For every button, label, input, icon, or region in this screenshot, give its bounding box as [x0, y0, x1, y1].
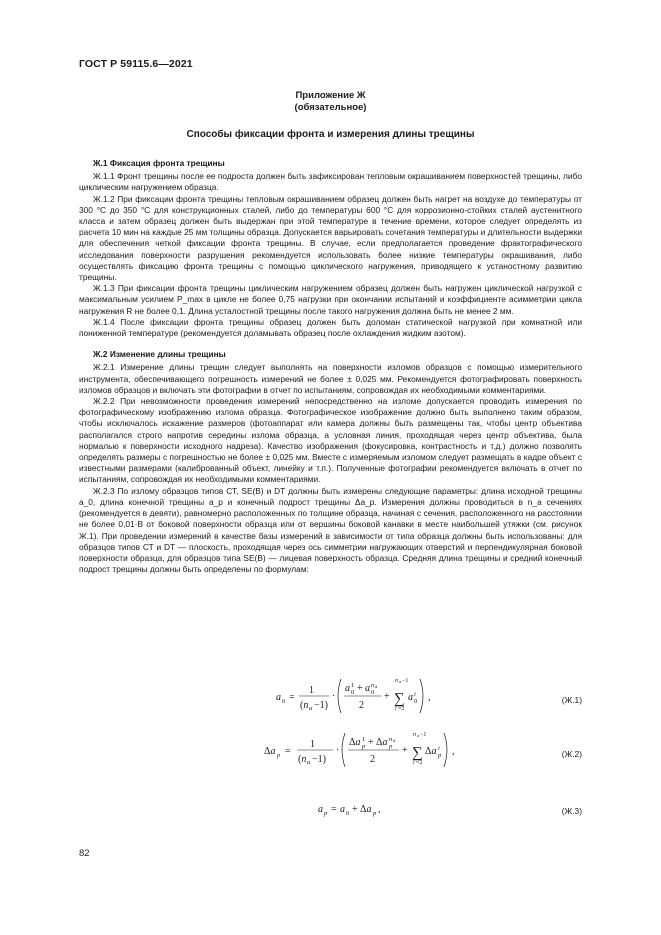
formula-zh1 [79, 674, 582, 714]
paragraph: Ж.2.2 При невозможности проведения измерений непосредственно на изломе допускается проводить измерения по фотографическому изображению излома образца. Фотографическое изображение должно быть выполнено таким образом, чтобы исключалось искажение размеров (фотоаппарат или камера должны быть размещены так, чтобы центр объектива располагался строго напротив середины излома образца, а условная линия, проходящая через центр объектива, была нормалью к поверхности исходного надреза). Качество изображения (фокусировка, контрастность и т.д.) должно позволять определять размеры с погрешностью не более ± 0,025 мм. Вместе с измеряемым изломом следует размещать в кадре объект с известными размерами (калиброванный объект, линейку и т.п.). Полученные фотографии рекомендуется включать в отчет по испытаниям, сопровождая их необходимыми комментариями. [79, 396, 582, 485]
svg-text:Δa: Δa [425, 746, 437, 757]
svg-text:(n: (n [300, 700, 309, 711]
svg-text:n: n [395, 678, 398, 684]
annex-heading: Способы фиксации фронта и измерения длины трещины [186, 129, 475, 140]
svg-text:·: · [332, 691, 336, 702]
svg-text:n: n [371, 682, 375, 689]
svg-text:−1: −1 [402, 678, 409, 684]
svg-text:,: , [428, 692, 431, 703]
svg-text:+: + [352, 804, 358, 815]
svg-text:=2: =2 [398, 706, 405, 712]
svg-text:+: + [357, 683, 363, 694]
svg-text:0: 0 [282, 698, 286, 705]
svg-text:a: a [340, 804, 345, 815]
svg-text:+: + [368, 737, 374, 748]
paragraph: Ж.2.3 По излому образцов типов СТ, SE(B) и DT должны быть измерены следующие параметры: длина исходной трещины a_0, длина конечной трещины a_p и конечный подрост трещины Δa_p. Измерения должны проводиться в n_a сечениях (рекомендуется в девяти), равномерно расположенных по толщине образца, начиная с сечения, расположенного на расстоянии не более 0,01·B от боковой поверхности образца или от вершины боковой канавки в месте наибольшей утяжки (см. рисунок Ж.1). При проведении измерений в качестве базы измерений в зависимости от типа образца должны быть использованы: для образцов типов СТ и DT — плоскость, проходящая через ось симметрии нагружающих отверстий и перпендикулярная боковой поверхности образца, для образцов типа SE(B) — лицевая поверхность образца. Средняя длина трещины и средний конечный подрост трещины должны быть определены по формулам: [79, 485, 582, 575]
svg-text:0: 0 [414, 698, 418, 705]
svg-text:a: a [307, 759, 311, 766]
formula-label: (Ж.3) [561, 806, 582, 816]
paragraph: Ж.1.1 Фронт трещины после ее подроста должен быть зафиксирован тепловым окрашиванием поверхностей трещины, либо циклическим нагружением образца. [79, 171, 582, 193]
svg-text:∑: ∑ [412, 745, 423, 761]
svg-text:,: , [378, 804, 381, 815]
svg-text:2: 2 [370, 754, 375, 765]
svg-text:1: 1 [362, 736, 366, 743]
svg-text:p: p [277, 752, 281, 759]
svg-text:=: = [285, 746, 291, 757]
svg-text:a: a [318, 804, 323, 815]
svg-text:0: 0 [351, 689, 355, 696]
body-text [79, 158, 582, 575]
svg-text:=: = [331, 804, 337, 815]
svg-text:p: p [438, 752, 442, 759]
svg-text:Δa: Δa [360, 804, 372, 815]
svg-text:0: 0 [346, 810, 350, 817]
svg-text:a: a [345, 683, 350, 694]
svg-text:p: p [324, 810, 328, 817]
paragraph: Ж.1.3 При фиксации фронта трещины циклическим нагружением образец должен быть нагружен циклической нагрузкой с максимальным усилием P_max в цикле не более 0,75 нагрузки при окончании испытаний и коэффициенте асимметрии цикла нагружения R не более 0,1. Длина усталостной трещины после такого нагружения должна быть не менее 2 мм. [79, 283, 582, 316]
page-number: 82 [79, 848, 90, 859]
svg-text:a: a [393, 739, 396, 744]
svg-text:Δa: Δa [264, 746, 276, 757]
formula-zh2-graphic [79, 728, 459, 774]
svg-text:a: a [309, 705, 313, 712]
paragraph: Ж.2.1 Измерение длины трещин следует выполнять на поверхности изломов образцов с помощью измерительного инструмента, обеспечивающего погрешность измерений не более ± 0,025 мм. Рекомендуется фотографировать поверхность изломов образцов и включать эти фотографии в отчет по испытаниям, сопровождая их необходимыми комментариями. [79, 362, 582, 395]
svg-text:0: 0 [371, 689, 375, 696]
svg-text:=: = [289, 692, 295, 703]
svg-text:i: i [395, 706, 397, 712]
section-heading: Ж.2 Изменение длины трещины [93, 349, 226, 360]
svg-text:a: a [375, 685, 378, 690]
svg-text:+: + [384, 691, 390, 702]
svg-text:a: a [365, 683, 370, 694]
svg-text:a: a [417, 733, 419, 738]
svg-text:·: · [336, 745, 340, 756]
svg-text:−1): −1) [312, 754, 326, 765]
formula-zh2 [79, 728, 582, 768]
formula-label: (Ж.1) [561, 695, 582, 705]
formula-zh3-graphic [79, 788, 399, 828]
svg-text:i: i [438, 745, 440, 752]
svg-text:n: n [413, 732, 416, 738]
svg-text:1: 1 [309, 685, 314, 696]
section-heading: Ж.1 Фиксация фронта трещины [93, 158, 225, 168]
svg-text:p: p [362, 743, 366, 750]
annex-status: (обязательное) [294, 102, 367, 113]
standard-id: ГОСТ Р 59115.6—2021 [79, 58, 193, 70]
formula-label: (Ж.2) [561, 749, 582, 759]
svg-text:−1): −1) [314, 700, 328, 711]
svg-text:a: a [399, 679, 401, 684]
svg-text:+: + [402, 745, 408, 756]
svg-text:(n: (n [298, 754, 307, 765]
svg-text:1: 1 [310, 739, 315, 750]
svg-text:=2: =2 [416, 760, 423, 766]
paragraph: Ж.1.2 При фиксации фронта трещины тепловым окрашиванием образец должен быть нагрет на воздухе до температуры от 300 °С до 350 °С для конструкционных сталей, либо до температуры 600 °С для коррозионно-стойких сталей аустенитного класса и затем образец должен быть выдержан при этой температуре в течение времени, которое следует определять из расчета 10 мин на каждые 25 мм толщины образца. Допускается варьировать сочетания температуры и длительности выдержки для обеспечения четкой фиксации фронта трещины. В случае, если предполагается проведение фрактографического исследования поверхности разрушения рекомендуется использовать более низкие температуры окрашивания, либо осуществлять фиксацию фронта трещины с помощью циклического нагружения, приводящего к устаностному развитию трещины. [79, 193, 583, 283]
paragraph: Ж.1.4 После фиксации фронта трещины образец должен быть доломан статической нагрузкой при комнатной или пониженной температуре (рекомендуется доламывать образец после охлаждения жидким азотом). [79, 316, 582, 339]
svg-text:p: p [389, 743, 393, 750]
svg-text:a: a [408, 692, 413, 703]
svg-text:Δa: Δa [349, 737, 361, 748]
formula-zh1-graphic [79, 674, 439, 720]
formula-zh3 [79, 788, 582, 828]
svg-text:a: a [276, 692, 281, 703]
svg-text:i: i [414, 691, 416, 698]
svg-text:i: i [413, 760, 415, 766]
annex-title: Приложение Ж [295, 90, 366, 101]
svg-text:p: p [373, 810, 377, 817]
svg-text:n: n [389, 736, 393, 743]
svg-text:2: 2 [359, 700, 364, 711]
svg-text:−1: −1 [420, 732, 427, 738]
svg-text:∑: ∑ [394, 691, 405, 707]
svg-text:1: 1 [351, 682, 355, 689]
svg-text:,: , [452, 746, 455, 757]
svg-text:Δa: Δa [376, 737, 388, 748]
